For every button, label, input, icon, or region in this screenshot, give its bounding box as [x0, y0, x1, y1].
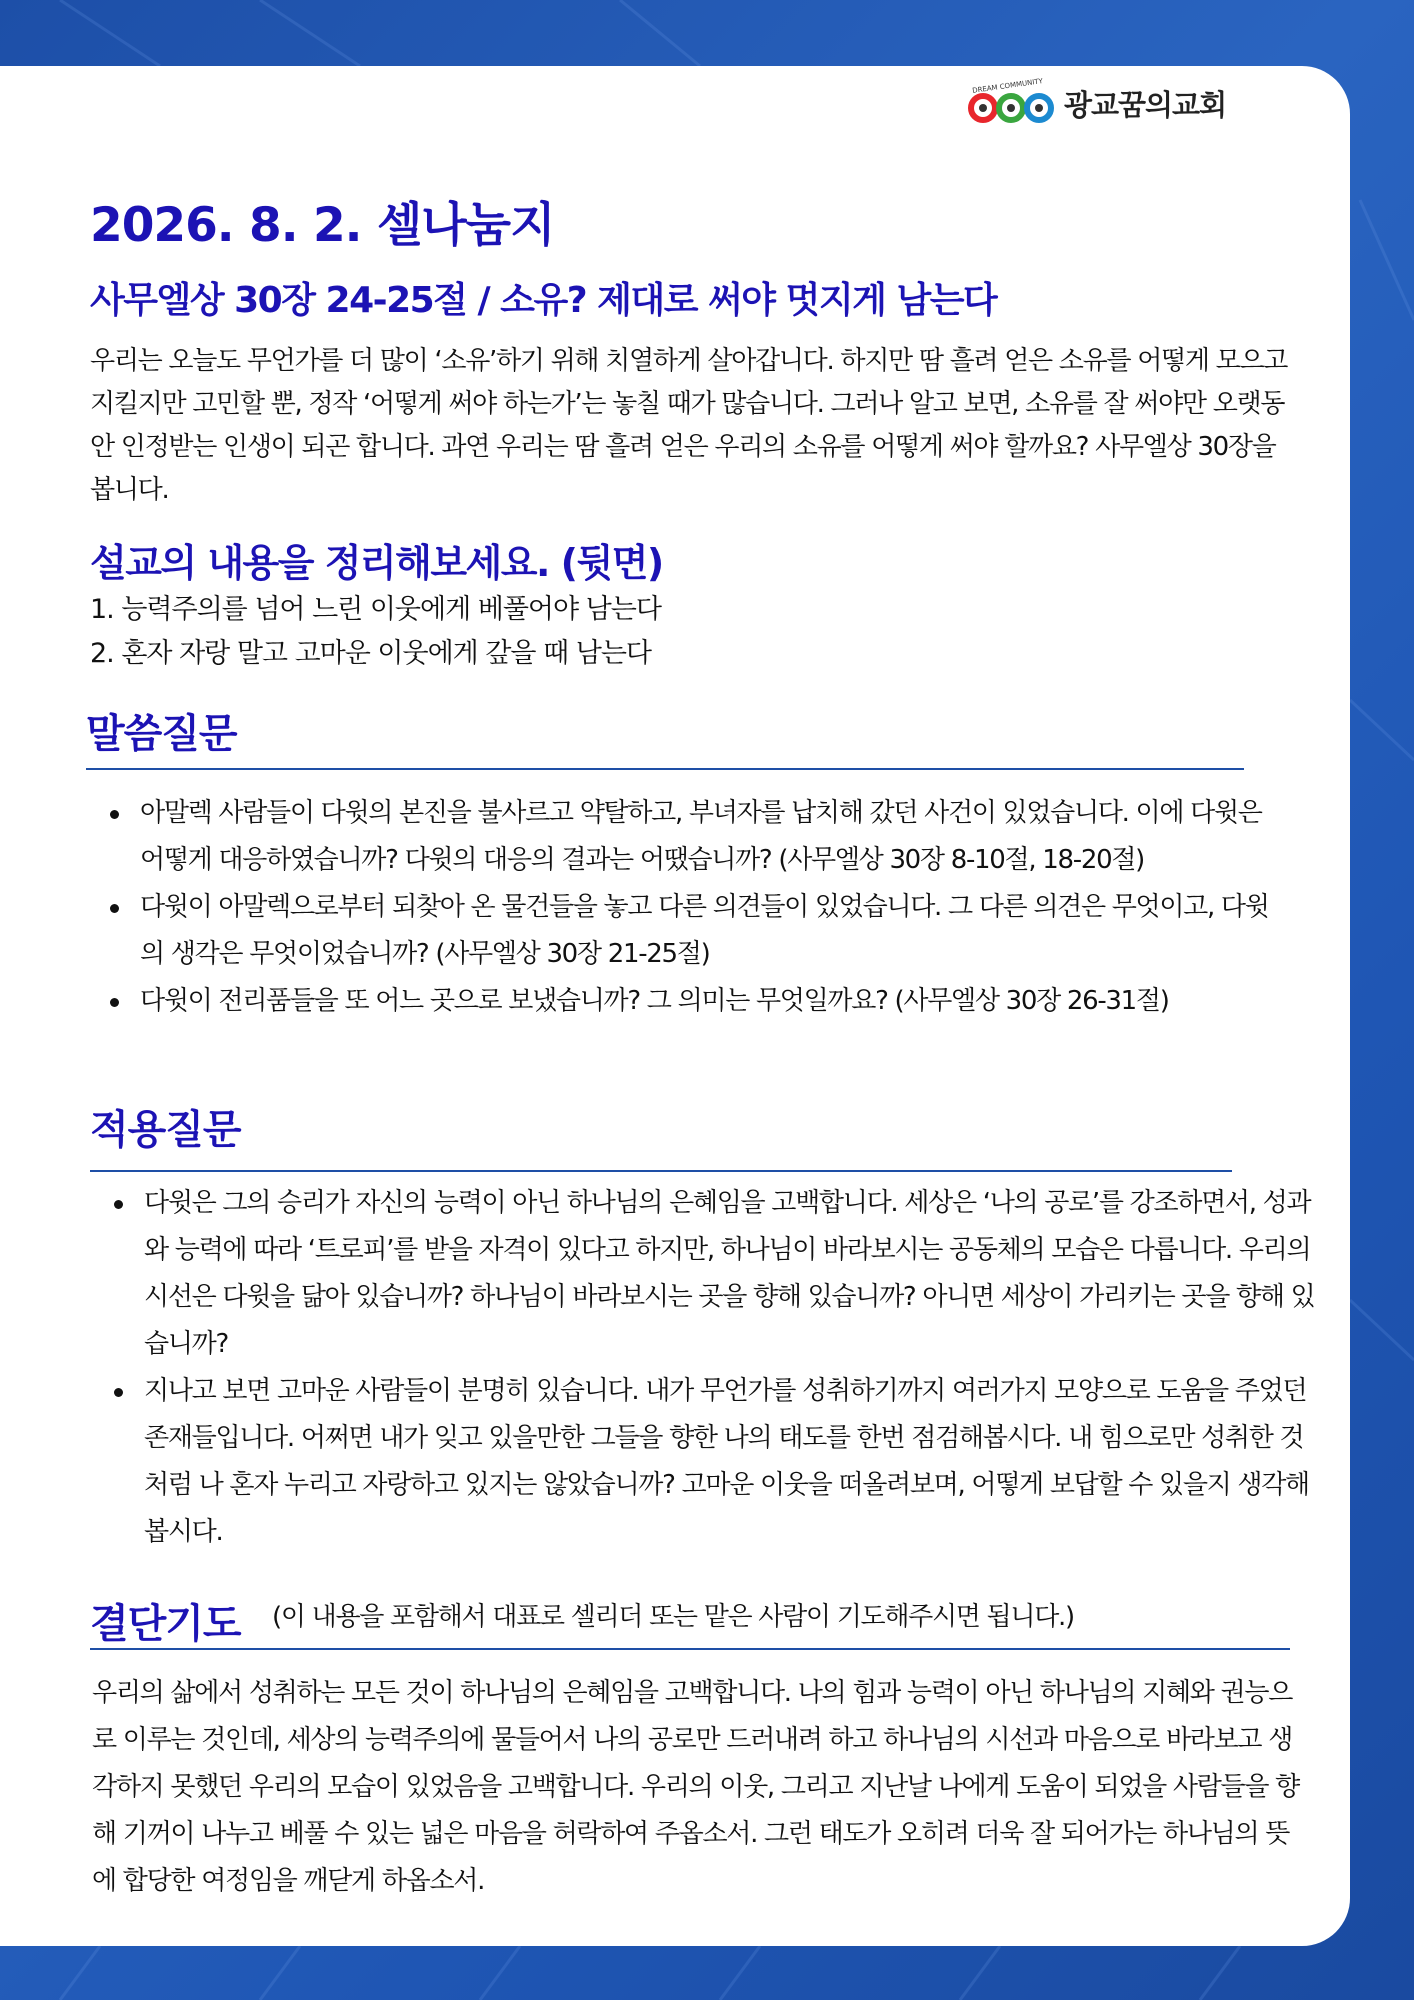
- list-item: [92, 790, 1282, 884]
- section-divider: [90, 1170, 1232, 1172]
- bullet-icon: [110, 998, 119, 1007]
- summary-item: 2. 혼자 자랑 말고 고마운 이웃에게 갚을 때 남는다: [90, 638, 651, 669]
- list-item: [96, 1180, 1316, 1368]
- bullet-icon: [114, 1200, 123, 1209]
- section-divider: [90, 1648, 1290, 1650]
- summary-item: 1. 능력주의를 넘어 느린 이웃에게 베풀어야 남는다: [90, 594, 661, 625]
- application-questions-title: 적용질문: [90, 1107, 241, 1153]
- list-item-text: 아말렉 사람들이 다윗의 본진을 불사르고 약탈하고, 부녀자를 납치해 갔던 사건이 있었습니다. 이에 다윗은 어떻게 대응하였습니까? 다윗의 대응의 결과는 어땠습니까? (사무엘상 30장 8-10절, 18-20절): [140, 798, 1262, 875]
- bullet-icon: [110, 810, 119, 819]
- list-item-text: 다윗이 아말렉으로부터 되찾아 온 물건들을 놓고 다른 의견들이 있었습니다. 그 다른 의견은 무엇이고, 다윗의 생각은 무엇이었습니까? (사무엘상 30장 21-25절): [140, 892, 1269, 969]
- intro-paragraph: 우리는 오늘도 무언가를 더 많이 ‘소유’하기 위해 치열하게 살아갑니다. 하지만 땀 흘려 얻은 소유를 어떻게 모으고 지킬지만 고민할 뿐, 정작 ‘어떻게 써야 하는가’는 놓칠 때가 많습니다. 그러나 알고 보면, 소유를 잘 써야만 오랫동안 인정받는 인생이 되곤 합니다. 과연 우리는 땀 흘려 얻은 우리의 소유를 어떻게 써야 할까요? 사무엘상 30장을 봅니다.: [90, 346, 1288, 505]
- list-item-text: 다윗은 그의 승리가 자신의 능력이 아닌 하나님의 은혜임을 고백합니다. 세상은 ‘나의 공로’를 강조하면서, 성과와 능력에 따라 ‘트로피’를 받을 자격이 있다고 하지만, 하나님이 바라보시는 공동체의 모습은 다릅니다. 우리의 시선은 다윗을 닮아 있습니까? 하나님이 바라보시는 곳을 향해 있습니까? 아니면 세상이 가리키는 곳을 향해 있습니까?: [144, 1188, 1315, 1359]
- summary-list: [90, 588, 661, 676]
- application-questions-list: [96, 1180, 1316, 1556]
- prayer-note: (이 내용을 포함해서 대표로 셀리더 또는 맡은 사람이 기도해주시면 됩니다.): [272, 1602, 1074, 1632]
- sermon-subtitle: 사무엘상 30장 24-25절 / 소유? 제대로 써야 멋지게 남는다: [90, 280, 997, 321]
- list-item-text: 지나고 보면 고마운 사람들이 분명히 있습니다. 내가 무언가를 성취하기까지 여러가지 모양으로 도움을 주었던 존재들입니다. 어쩌면 내가 잊고 있을만한 그들을 향한 나의 태도를 한번 점검해봅시다. 내 힘으로만 성취한 것처럼 나 혼자 누리고 자랑하고 있지는 않았습니까? 고마운 이웃을 떠올려보며, 어떻게 보답할 수 있을지 생각해봅시다.: [144, 1376, 1309, 1547]
- bullet-icon: [110, 904, 119, 913]
- list-item-text: 다윗이 전리품들을 또 어느 곳으로 보냈습니까? 그 의미는 무엇일까요? (사무엘상 30장 26-31절): [140, 986, 1169, 1016]
- section-divider: [86, 768, 1244, 770]
- list-item: [96, 1368, 1316, 1556]
- prayer-title: 결단기도: [90, 1601, 241, 1647]
- logo-name: 광교꿈의교회: [1064, 87, 1227, 122]
- word-questions-title: 말씀질문: [86, 711, 237, 757]
- list-item: [92, 884, 1282, 978]
- logo-small-text: DREAM COMMUNITY: [971, 77, 1044, 95]
- prayer-text: 우리의 삶에서 성취하는 모든 것이 하나님의 은혜임을 고백합니다. 나의 힘과 능력이 아닌 하나님의 지혜와 권능으로 이루는 것인데, 세상의 능력주의에 물들어서 나의 공로만 드러내려 하고 하나님의 시선과 마음으로 바라보고 생각하지 못했던 우리의 모습이 있었음을 고백합니다. 우리의 이웃, 그리고 지난날 나에게 도움이 되었을 사람들을 향해 기꺼이 나누고 베풀 수 있는 넓은 마음을 허락하여 주옵소서. 그런 태도가 오히려 더욱 잘 되어가는 하나님의 뜻에 합당한 여정임을 깨닫게 하옵소서.: [92, 1678, 1299, 1896]
- bullet-icon: [114, 1388, 123, 1397]
- summary-title: 설교의 내용을 정리해보세요. (뒷면): [90, 541, 663, 585]
- word-questions-list: [92, 790, 1282, 1025]
- page-title: 2026. 8. 2. 셀나눔지: [90, 198, 555, 253]
- list-item: [92, 978, 1282, 1025]
